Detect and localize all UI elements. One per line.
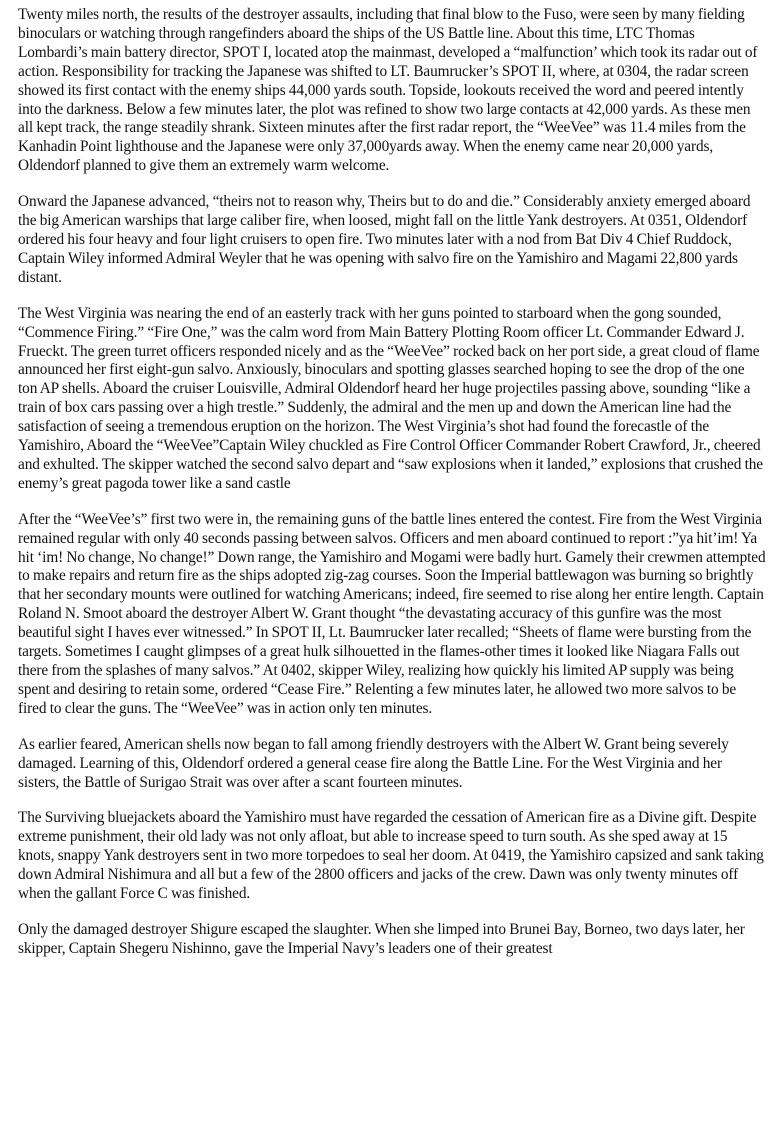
document-page	[18, 6, 766, 959]
paragraph-battle-line-fire: After the “WeeVee’s” first two were in, the remaining guns of the battle lines entered the contest. Fire from the West Virginia remained regular with only 40 seconds passing between salvos. Officers and men aboard continued to report :”ya hit’im! Ya hit ‘im! No change, No change!” Down range, the Yamishiro and Mogami were badly hurt. Gamely their crewmen attempted to make repairs and return fire as the ships adopted zig-zag courses. Soon the Imperial battlewagon was burning so brightly that her secondary mounts were outlined for watching Americans; indeed, fire seemed to rise along her entire length. Captain Roland N. Smoot aboard the destroyer Albert W. Grant thought “the devastating accuracy of this gunfire was the most beautiful sight I haves ever witnessed.” In SPOT II, Lt. Baumrucker later recalled; “Sheets of flame were bursting from the targets. Sometimes I caught glimpses of a great hulk silhouetted in the flames-other times it looked like Niagara Falls out there from the splashes of many salvos.” At 0402, skipper Wiley, realizing how quickly his limited AP supply was being spent and desiring to retain some, ordered “Cease Fire.” Relenting a few minutes later, he allowed two more salvos to be fired to clear the guns. The “WeeVee” was in action only ten minutes.	[18, 510, 766, 717]
paragraph-shigure-escapes: Only the damaged destroyer Shigure escaped the slaughter. When she limped into Brunei Bay, Borneo, two days later, her skipper, Captain Shegeru Nishinno, gave the Imperial Navy’s leaders one of their greatest	[18, 920, 745, 957]
paragraph-cease-fire: As earlier feared, American shells now began to fall among friendly destroyers with the Albert W. Grant being severely damaged. Learning of this, Oldendorf ordered a general cease fire along the Battle Line. For the West Virginia and her sisters, the Battle of Surigao Strait was over after a scant fourteen minutes.	[18, 735, 729, 791]
paragraph-commence-firing: The West Virginia was nearing the end of an easterly track with her guns pointed to starboard when the gong sounded, “Commence Firing.” “Fire One,” was the calm word from Main Battery Plotting Room officer Lt. Commander Edward J. Frueckt. The green turret officers responded nicely and as the “WeeVee” rocked back on her port side, a great cloud of flame announced her first eight-gun salvo. Anxiously, binoculars and spotting glasses searched hoping to see the drop of the one ton AP shells. Aboard the cruiser Louisville, Admiral Oldendorf heard her huge projectiles passing above, sounding “like a train of box cars passing over a high trestle.” Suddenly, the admiral and the men up and down the American line had the satisfaction of seeing a tremendous eruption on the horizon. The West Virginia’s shot had found the forecastle of the Yamishiro, Aboard the “WeeVee”Captain Wiley chuckled as Fire Control Officer Commander Robert Crawford, Jr., cheered and exhulted. The skipper watched the second salvo depart and “saw explosions when it landed,” explosions that crushed the enemy’s great pagoda tower like a sand castle	[18, 304, 763, 492]
paragraph-destroyer-assaults: Twenty miles north, the results of the destroyer assaults, including that final blow to the Fuso, were seen by many fielding binoculars or watching through rangefinders aboard the ships of the US Battle line. About this time, LTC Thomas Lombardi’s main battery director, SPOT I, located atop the mainmast, developed a “malfunction’ which took its radar out of action. Responsibility for tracking the Japanese was shifted to LT. Baumrucker’s SPOT II, where, at 0304, the radar screen showed its first contact with the enemy ships 44,000 yards south. Topside, lookouts received the word and peered intently into the darkness. Below a few minutes later, the plot was refined to show two large contacts at 42,000 yards. As these men all kept track, the range steadily shrank. Sixteen minutes after the first radar report, the “WeeVee” was 11.4 miles from the Kanhadin Point lighthouse and the Japanese were only 37,000yards away. When the enemy came near 20,000 yards, Oldendorf planned to give them an extremely warm welcome.	[18, 6, 758, 175]
paragraph-yamishiro-sinks: The Surviving bluejackets aboard the Yamishiro must have regarded the cessation of American fire as a Divine gift. Despite extreme punishment, their old lady was not only afloat, but able to increase speed to turn south. As she sped away at 15 knots, snappy Yank destroyers sent in two more torpedoes to seal her doom. At 0419, the Yamishiro capsized and sank taking down Admiral Nishimura and all but a few of the 2800 officers and jacks of the crew. Dawn was only twenty minutes off when the gallant Force C was finished.	[18, 809, 764, 903]
paragraph-japanese-advance: Onward the Japanese advanced, “theirs not to reason why, Theirs but to do and die.” Considerably anxiety emerged aboard the big American warships that large caliber fire, when loosed, might fall on the little Yank destroyers. At 0351, Oldendorf ordered his four heavy and four light cruisers to open fire. Two minutes later with a nod from Bat Div 4 Chief Ruddock, Captain Wiley informed Admiral Weyler that he was opening with salvo fire on the Yamishiro and Magami 22,800 yards distant.	[18, 193, 751, 286]
